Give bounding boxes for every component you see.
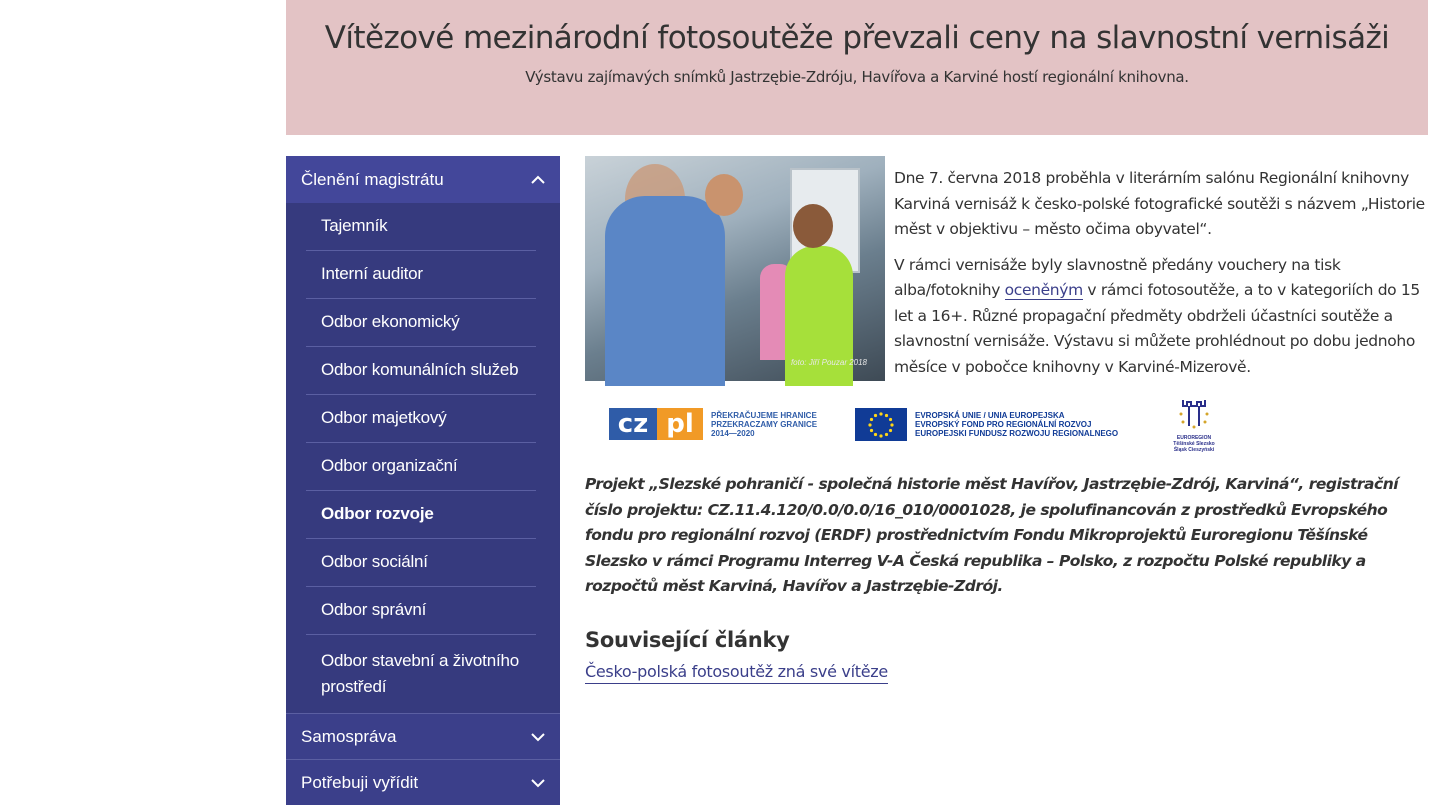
eu-line: EVROPSKÁ UNIE / UNIA EUROPEJSKA (915, 411, 1065, 420)
sidebar-item-odbor-rozvoje[interactable]: Odbor rozvoje (306, 491, 536, 539)
czpl-mark-cz: cz (609, 408, 657, 440)
chevron-up-icon (531, 173, 545, 187)
sidebar-group-potrebuji-vyridit[interactable] (286, 759, 560, 805)
page-subtitle: Výstavu zajímavých snímků Jastrzębie-Zdróju, Havířova a Karviné hostí regionální knihovna. (525, 68, 1189, 86)
sidebar-item-interni-auditor[interactable]: Interní auditor (306, 251, 536, 299)
photo-caption: foto: Jiří Pouzar 2018 (790, 358, 867, 367)
sidebar-item-odbor-stavebni[interactable]: Odbor stavební a životního prostředí (321, 651, 519, 696)
czpl-line: PRZEKRACZAMY GRANICE (711, 419, 818, 429)
sidebar-section-title: Členění magistrátu (301, 169, 444, 189)
euroregion-label: Těšínské Slezsko (1173, 441, 1215, 447)
eu-text (915, 411, 1118, 438)
photo-figure (793, 204, 833, 248)
sidebar-nav (286, 156, 560, 792)
paragraph-text: V rámci vernisáže byly slavnostně předány vouchery na tisk alba/fotoknihy (894, 255, 1341, 299)
czpl-mark-pl: pl (657, 408, 703, 440)
chevron-down-icon (531, 773, 545, 793)
sidebar-item-odbor-komunalnich-sluzeb[interactable]: Odbor komunálních služeb (306, 347, 536, 395)
czpl-line: PŘEKRAČUJEME HRANICE (711, 410, 817, 420)
eu-flag-icon (855, 408, 907, 441)
sidebar-item-tajemnik[interactable]: Tajemník (306, 203, 536, 251)
article-photo[interactable] (585, 156, 885, 381)
article-paragraph: Dne 7. června 2018 proběhla v literárním salónu Regionální knihovny Karviná vernisáž k česko-polské fotografické soutěži s názvem „Historie měst v objektivu – město očima obyvatel“. (894, 169, 1425, 238)
sidebar-group-label: Samospráva (301, 726, 397, 746)
euroregion-label: EUROREGION (1176, 435, 1212, 441)
sidebar-submenu (286, 203, 560, 713)
sidebar-item-odbor-spravni[interactable]: Odbor správní (306, 587, 536, 635)
sidebar-item-odbor-majetkovy[interactable]: Odbor majetkový (306, 395, 536, 443)
sidebar-item-odbor-ekonomicky[interactable]: Odbor ekonomický (306, 299, 536, 347)
sidebar-group-samosprava[interactable] (286, 713, 560, 759)
euroregion-label: Śląsk Cieszyński (1173, 447, 1215, 453)
photo-figure (605, 196, 725, 386)
euroregion-logo (1169, 396, 1219, 456)
related-articles-title: Související články (585, 628, 790, 652)
euroregion-tower-icon (1177, 396, 1211, 430)
sidebar-item-odbor-organizacni[interactable]: Odbor organizační (306, 443, 536, 491)
sidebar-section-toggle[interactable] (286, 156, 560, 203)
article-paragraph (894, 253, 1428, 381)
czpl-mark (609, 408, 703, 440)
czpl-logo (609, 408, 817, 440)
winners-link[interactable]: oceněným (1004, 281, 1083, 299)
article-text (894, 166, 1428, 390)
eu-line: EUROPEJSKI FUNDUSZ ROZWOJU REGIONALNEGO (915, 429, 1119, 438)
photo-figure (705, 174, 743, 216)
sidebar-group-label: Potřebuji vyřídit (301, 772, 419, 792)
sidebar-item-odbor-socialni[interactable]: Odbor sociální (306, 539, 536, 587)
czpl-text (711, 411, 817, 438)
related-article-link[interactable]: Česko-polská fotosoutěž zná své vítěze (585, 661, 888, 684)
eu-logo (855, 408, 1118, 441)
page-title: Vítězové mezinárodní fotosoutěže převzali ceny na slavnostní vernisáži (324, 20, 1390, 56)
article-header (286, 0, 1428, 135)
sponsor-logos (609, 396, 1229, 458)
czpl-line: 2014—2020 (711, 428, 755, 438)
paragraph-text: v rámci fotosoutěže, a to v kategoriích do 15 let a 16+. Různé propagační předměty obdrželi účastníci soutěže a slavnostní vernisáže. Výstavu si můžete prohlédnout po dobu jednoho měsíce v pobočce knihovny v Karviné-Mizerově. (894, 281, 1420, 376)
chevron-down-icon (531, 727, 545, 747)
eu-line: EVROPSKÝ FOND PRO REGIONÁLNÍ ROZVOJ (915, 420, 1092, 429)
project-info: Projekt „Slezské pohraničí - společná historie měst Havířov, Jastrzębie-Zdrój, Karviná“, registrační číslo projektu: CZ.11.4.120/0.0/0.0/16_010/0001028, je spolufinancován z prostředků Evropského fondu pro regionální rozvoj (ERDF) prostřednictvím Fondu Mikroprojektů Euroregionu Těšínské Slezsko v rámci Programu Interreg V-A Česká republika – Polsko, z rozpočtu Polské republiky a rozpočtů měst Karviná, Havířov a Jastrzębie-Zdrój. (585, 475, 1399, 595)
